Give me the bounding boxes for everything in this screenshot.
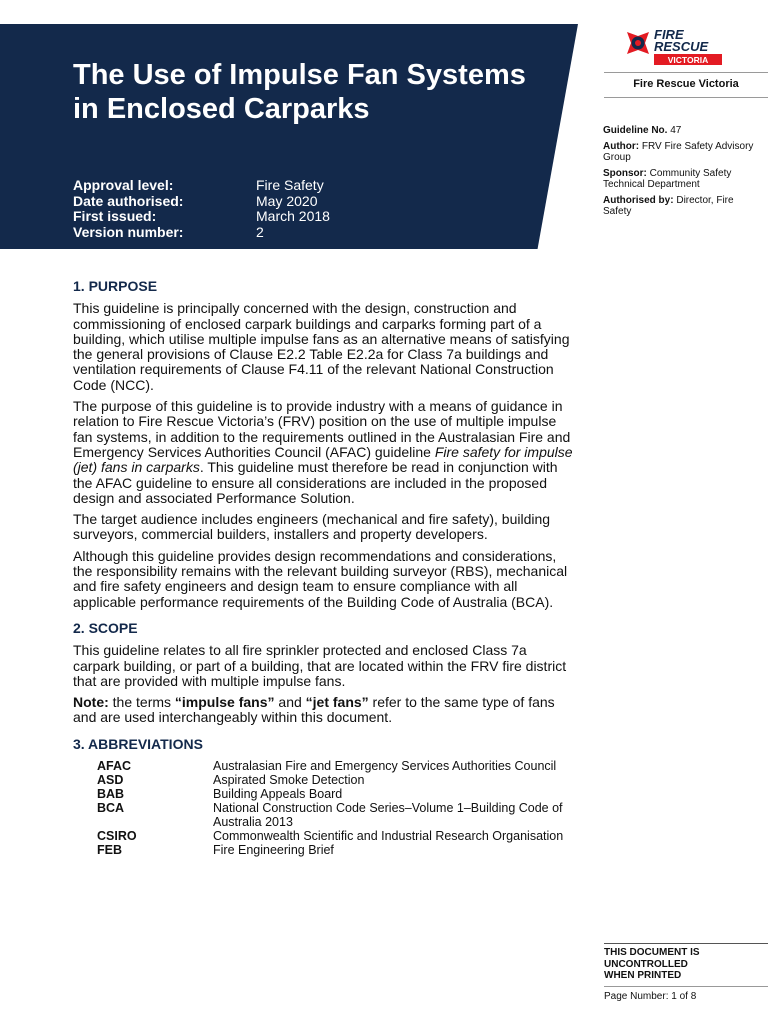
abbreviation-meaning: National Construction Code Series–Volume 1–Building Code of Australia 2013 bbox=[213, 801, 563, 830]
approval-value: Fire Safety bbox=[256, 177, 324, 193]
logo-word-fire: FIRE bbox=[654, 27, 684, 42]
abbreviation-row bbox=[97, 843, 573, 857]
author bbox=[603, 141, 763, 163]
sponsor-label: Sponsor: bbox=[603, 168, 647, 179]
scope-paragraph: This guideline relates to all fire sprinkler protected and enclosed Class 7a carpark building, or part of a building, that are located within the FRV fire district that are provided with multiple impulse fans. bbox=[73, 642, 567, 689]
document-metadata bbox=[603, 125, 763, 222]
approval-row bbox=[73, 194, 330, 210]
section-heading-purpose: 1. PURPOSE bbox=[73, 278, 158, 294]
abbreviation-term: ASD bbox=[97, 773, 124, 788]
afac-guideline-title: Fire safety for impulse (jet) fans in carparks bbox=[73, 443, 573, 476]
abbreviation-meaning: Fire Engineering Brief bbox=[213, 843, 334, 858]
author-value: FRV Fire Safety Advisory Group bbox=[603, 141, 754, 163]
approval-label: Approval level: bbox=[73, 177, 174, 193]
abbreviation-term: FEB bbox=[97, 843, 122, 858]
purpose-text: The purpose of this guideline is to provide industry with a means of guidance in relation to Fire Rescue Victoria’s (FRV) position on the use of multiple impulse fan systems, in addition to the requirements outlined in the Australasian Fire and Emergency Services Authorities Council (AFAC) guideline bbox=[73, 398, 571, 460]
abbreviation-term: AFAC bbox=[97, 759, 132, 774]
abbreviation-row bbox=[97, 759, 573, 773]
abbreviation-term: CSIRO bbox=[97, 829, 137, 844]
title-line-2: in Enclosed Carparks bbox=[73, 93, 370, 125]
document-body bbox=[73, 279, 573, 857]
approval-value: May 2020 bbox=[256, 192, 318, 209]
note-text: the terms bbox=[108, 694, 175, 711]
sponsor bbox=[603, 168, 763, 190]
abbreviation-term: BAB bbox=[97, 787, 125, 802]
author-label: Author: bbox=[603, 141, 640, 152]
scope-note bbox=[73, 695, 573, 726]
abbreviation-meaning: Building Appeals Board bbox=[213, 787, 343, 802]
note-label: Note: bbox=[73, 694, 109, 711]
guideline-number bbox=[603, 125, 763, 136]
organisation-name: Fire Rescue Victoria bbox=[604, 72, 768, 98]
page-number: Page Number: 1 of 8 bbox=[604, 986, 768, 1002]
maltese-cross-badge-icon bbox=[627, 32, 649, 54]
abbreviation-meaning: Commonwealth Scientific and Industrial Research Organisation bbox=[213, 829, 564, 844]
guideline-value: 47 bbox=[670, 125, 682, 136]
authorised-by bbox=[603, 195, 763, 217]
note-text: and bbox=[274, 694, 306, 711]
approval-label: Date authorised: bbox=[73, 192, 184, 209]
uncontrolled-line: WHEN PRINTED bbox=[604, 970, 682, 981]
note-term: “impulse fans” bbox=[174, 694, 275, 711]
abbreviation-row bbox=[97, 787, 573, 801]
approval-value: March 2018 bbox=[256, 208, 330, 224]
fire-rescue-victoria-logo bbox=[624, 26, 734, 68]
approval-row bbox=[73, 225, 330, 241]
approval-row bbox=[73, 178, 330, 194]
abbreviation-meaning: Australasian Fire and Emergency Services Authorities Council bbox=[213, 759, 557, 774]
abbreviation-row bbox=[97, 829, 573, 843]
approval-row bbox=[73, 209, 330, 225]
uncontrolled-line: THIS DOCUMENT IS bbox=[604, 947, 700, 958]
purpose-paragraph bbox=[73, 399, 573, 506]
uncontrolled-notice bbox=[604, 943, 768, 982]
document-title bbox=[73, 58, 573, 126]
abbreviation-meaning: Aspirated Smoke Detection bbox=[213, 773, 365, 788]
sponsor-value: Community Safety Technical Department bbox=[603, 168, 732, 190]
purpose-text: . This guideline must therefore be read in conjunction with the AFAC guideline to ensure all considerations are included in the proposed design and associated Performance Solution. bbox=[73, 459, 558, 506]
authorised-label: Authorised by: bbox=[603, 195, 674, 206]
title-line-1: The Use of Impulse Fan Systems bbox=[73, 59, 526, 91]
approval-value: 2 bbox=[256, 223, 264, 240]
abbreviation-term: BCA bbox=[97, 801, 125, 816]
purpose-paragraph: This guideline is principally concerned with the design, construction and commissioning of enclosed carpark buildings and carparks forming part of a building, which utilise multiple impulse fans as an alternative means of satisfying the general provisions of Clause E2.2 Table E2.2a for Class 7a buildings and ventilation requirements of Clause F4.11 of the relevant National Construction Code (NCC). bbox=[73, 300, 570, 393]
section-heading-scope: 2. SCOPE bbox=[73, 619, 138, 636]
uncontrolled-line: UNCONTROLLED bbox=[604, 958, 688, 970]
purpose-paragraph: Although this guideline provides design recommendations and considerations, the responsibility remains with the relevant building surveyor (RBS), mechanical and fire safety engineers and design team to ensure compliance with all applicable performance requirements of the Building Code of Australia (BCA). bbox=[73, 547, 568, 610]
authorised-value: Director, Fire Safety bbox=[603, 195, 734, 217]
logo-word-rescue: RESCUE bbox=[654, 39, 709, 54]
abbreviation-row bbox=[97, 773, 573, 787]
approval-label: Version number: bbox=[73, 223, 184, 240]
abbreviations-list bbox=[97, 759, 573, 857]
approval-details bbox=[73, 178, 330, 240]
logo-word-victoria: VICTORIA bbox=[667, 55, 709, 65]
section-heading-abbreviations: 3. ABBREVIATIONS bbox=[73, 735, 203, 752]
note-text: refer to the same type of fans and are used interchangeably within this document. bbox=[73, 694, 555, 726]
approval-label: First issued: bbox=[73, 208, 157, 224]
guideline-label: Guideline No. bbox=[603, 125, 668, 136]
purpose-paragraph: The target audience includes engineers (mechanical and fire safety), building surveyors, commercial builders, installers and property developers. bbox=[73, 511, 551, 543]
note-term: “jet fans” bbox=[305, 694, 369, 711]
abbreviation-row bbox=[97, 801, 573, 829]
